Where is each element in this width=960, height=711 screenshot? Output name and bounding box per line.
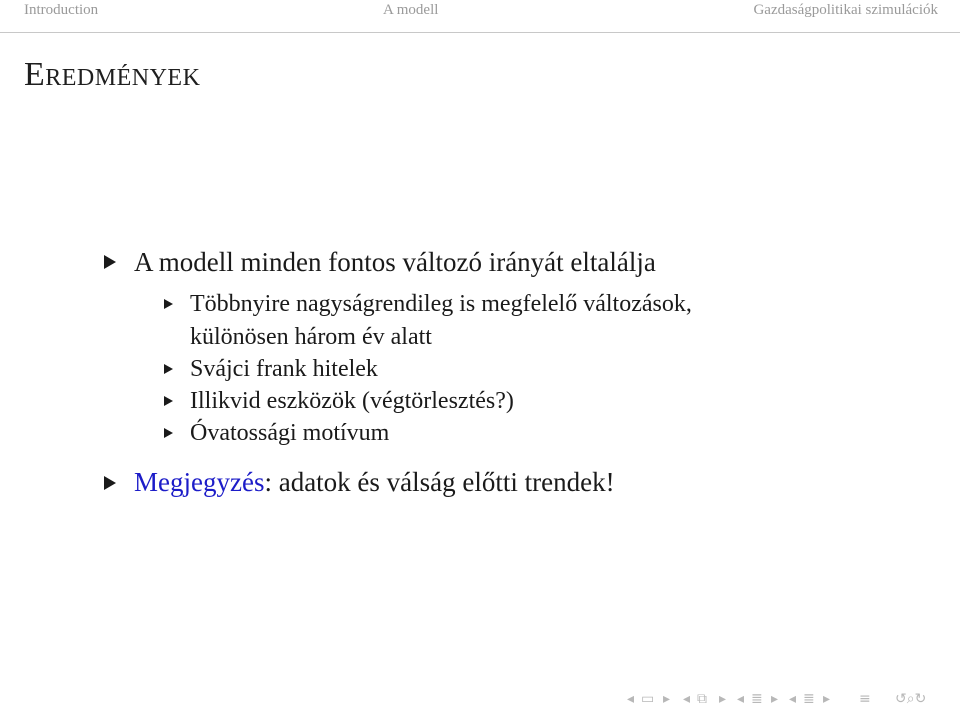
bullet-icon [104,476,116,490]
sub-bullet-icon [164,364,173,374]
nav-section-model[interactable]: A modell [383,2,439,18]
headline-bar [0,0,960,33]
section-icon[interactable]: ≣ [751,691,763,707]
prev-arrow-icon[interactable]: ◂ [789,691,797,707]
sub-item-4: Óvatossági motívum [190,420,390,446]
frame-title: Eredmények [24,56,201,93]
bullet-icon [104,255,116,269]
next-arrow-icon[interactable]: ▸ [719,691,727,707]
next-arrow-icon[interactable]: ▸ [771,691,779,707]
navigation-symbols [627,688,957,710]
main-item-1: A modell minden fontos változó irányát eltalálja [134,247,656,277]
main-item-2-rest: : adatok és válság előtti trendek! [264,467,615,497]
frame-icon[interactable]: ▭ [641,691,655,707]
sub-bullet-icon [164,299,173,309]
align-icon[interactable]: ≡ [859,691,871,707]
prev-arrow-icon[interactable]: ◂ [737,691,745,707]
highlight-term: Megjegyzés [134,467,265,497]
sub-bullet-icon [164,428,173,438]
next-arrow-icon[interactable]: ▸ [663,691,671,707]
nav-section-introduction[interactable]: Introduction [24,2,99,18]
sub-item-3: Illikvid eszközök (végtörlesztés?) [190,388,514,414]
sub-item-1-line-2: különösen három év alatt [190,324,432,350]
prev-arrow-icon[interactable]: ◂ [683,691,691,707]
section-icon[interactable]: ≣ [803,691,815,707]
sub-item-1-line-1: Többnyire nagyságrendileg is megfelelő változások, [190,291,692,317]
main-item-2 [134,466,615,498]
next-arrow-icon[interactable]: ▸ [823,691,831,707]
sub-item-2: Svájci frank hitelek [190,356,378,382]
nav-section-simulations[interactable]: Gazdaságpolitikai szimulációk [753,2,938,18]
search-icon[interactable]: ↺⌕↻ [895,691,927,707]
prev-arrow-icon[interactable]: ◂ [627,691,635,707]
subsection-icon[interactable]: ⧉ [697,691,707,707]
sub-bullet-icon [164,396,173,406]
